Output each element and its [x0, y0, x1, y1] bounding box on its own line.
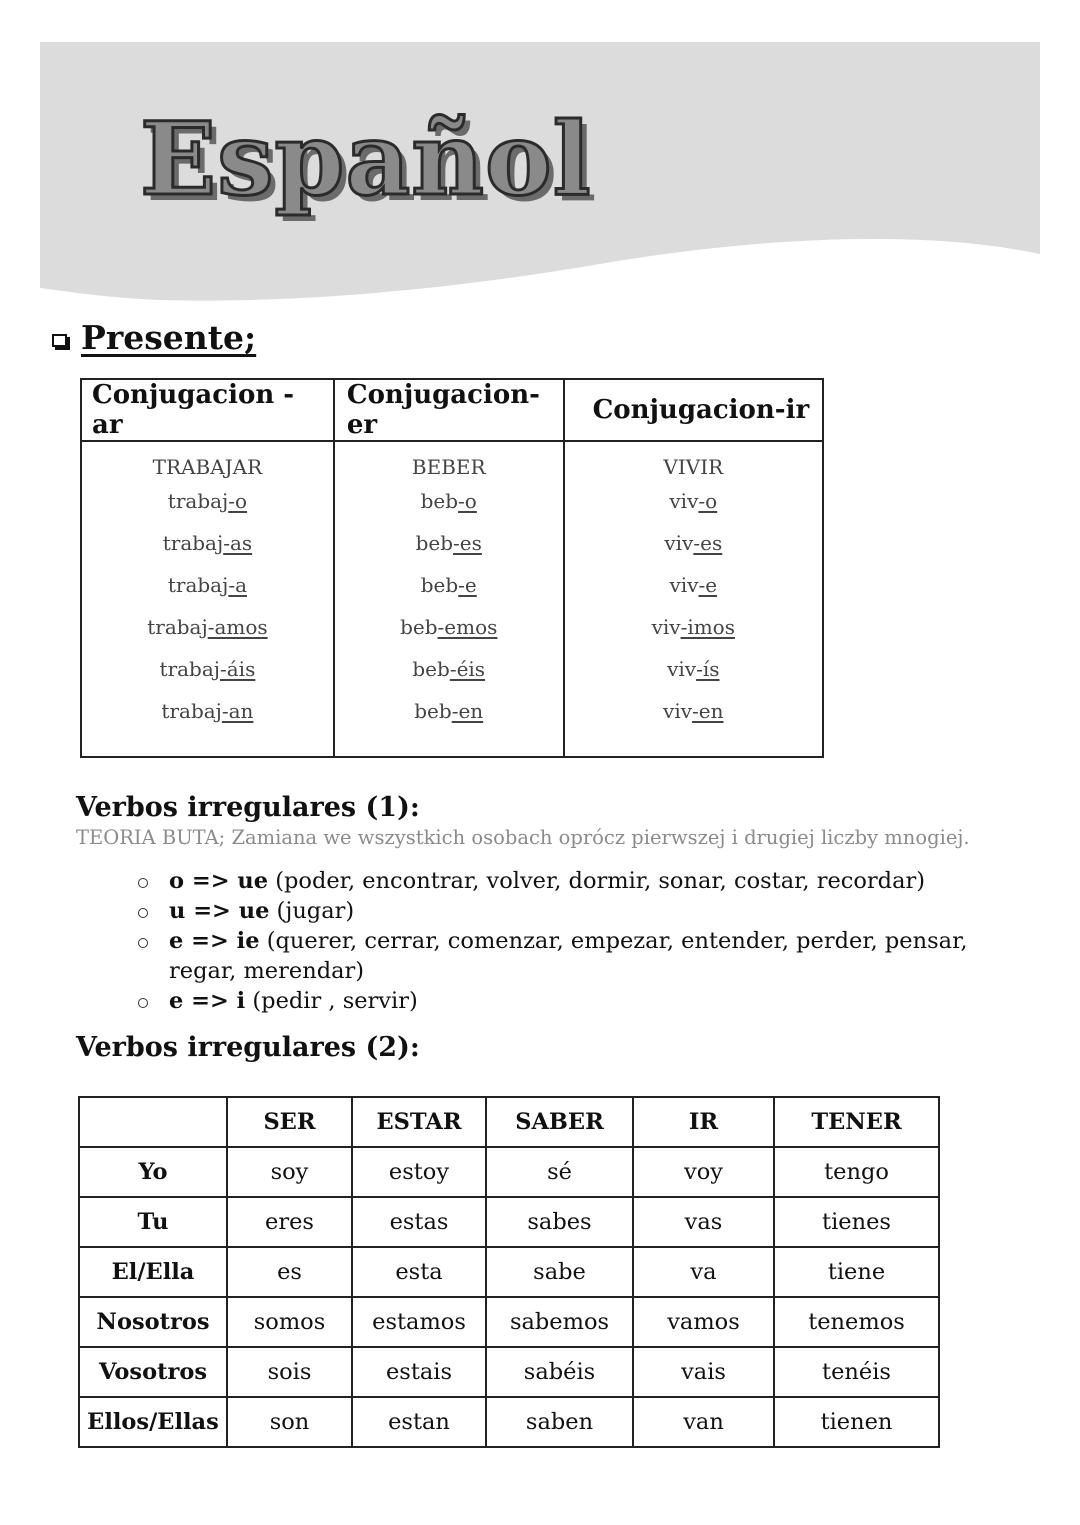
form-cell: sabes [486, 1197, 633, 1247]
verb-header: TENER [774, 1097, 939, 1147]
conjugation-form [565, 606, 822, 648]
verb-stem: viv [663, 699, 693, 723]
conj-header-ar: Conjugacion -ar [81, 379, 334, 441]
verb-ending: -an [221, 699, 254, 723]
table-row [79, 1347, 939, 1397]
form-cell: van [633, 1397, 774, 1447]
form-cell: tengo [774, 1147, 939, 1197]
form-cell: tienen [774, 1397, 939, 1447]
conjugation-form [565, 648, 822, 690]
rule-item [135, 926, 1005, 986]
form-cell: estan [352, 1397, 486, 1447]
verb-ending: -o [228, 489, 248, 513]
pronoun-cell: Nosotros [79, 1297, 227, 1347]
verb-ending: -amos [207, 615, 268, 639]
checkbox-icon [52, 334, 67, 347]
verb-stem: beb [420, 489, 459, 513]
header-banner [40, 42, 1040, 304]
conjugation-form [565, 522, 822, 564]
section-irregular-2-title: Verbos irregulares (2): [76, 1032, 420, 1063]
conjugation-table [80, 378, 824, 758]
conjugation-form [82, 480, 333, 522]
infinitive-label: VIVIR [663, 455, 724, 479]
verb-header: IR [633, 1097, 774, 1147]
conjugation-form [82, 522, 333, 564]
verb-stem: trabaj [147, 615, 208, 639]
form-cell: estamos [352, 1297, 486, 1347]
verb-ending: -en [451, 699, 484, 723]
irregular-rules-list [135, 866, 1005, 1016]
form-cell: sabemos [486, 1297, 633, 1347]
conj-column-er [334, 441, 564, 757]
form-cell: somos [227, 1297, 352, 1347]
rule-item [135, 986, 1005, 1016]
conjugation-form [335, 690, 563, 732]
conjugation-form [565, 690, 822, 732]
rule-change: e => ie [169, 928, 260, 954]
table-header-row [79, 1097, 939, 1147]
section-presente-title: Presente; [81, 318, 257, 357]
verb-stem: viv [651, 615, 681, 639]
rule-examples: (poder, encontrar, volver, dormir, sonar, costar, recordar) [268, 868, 926, 894]
form-cell: soy [227, 1147, 352, 1197]
verb-ending: -éis [449, 657, 486, 681]
pronoun-cell: El/Ella [79, 1247, 227, 1297]
pronoun-cell: Tu [79, 1197, 227, 1247]
form-cell: va [633, 1247, 774, 1297]
conj-header-ir: Conjugacion-ir [564, 379, 823, 441]
table-row [79, 1197, 939, 1247]
section-irregular-1-title: Verbos irregulares (1): [76, 792, 420, 823]
form-cell: tenemos [774, 1297, 939, 1347]
verb-stem: trabaj [167, 573, 229, 597]
verb-stem: beb [400, 615, 438, 639]
verb-ending: -o [698, 489, 718, 513]
verb-header: SER [227, 1097, 352, 1147]
form-cell: estoy [352, 1147, 486, 1197]
page-title: Español [140, 100, 592, 218]
conj-column-ir [564, 441, 823, 757]
verb-ending: -e [698, 573, 718, 597]
table-row [79, 1397, 939, 1447]
corner-cell [79, 1097, 227, 1147]
verb-ending: -en [692, 699, 724, 723]
form-cell: tiene [774, 1247, 939, 1297]
rule-examples: (pedir , servir) [245, 988, 418, 1014]
conjugation-form [565, 480, 822, 522]
conjugation-form [335, 480, 563, 522]
circle-bullet-icon [138, 938, 148, 948]
verb-ending: -es [693, 531, 723, 555]
conjugation-form [82, 606, 333, 648]
rule-change: e => i [169, 988, 246, 1014]
form-cell: sabe [486, 1247, 633, 1297]
verb-stem: beb [414, 699, 452, 723]
verb-ending: -imos [680, 615, 735, 639]
conjugation-form [335, 564, 563, 606]
verb-stem: beb [412, 657, 450, 681]
circle-bullet-icon [138, 908, 148, 918]
form-cell: vas [633, 1197, 774, 1247]
verb-ending: -es [453, 531, 482, 555]
rule-item [135, 866, 1005, 896]
verb-header: ESTAR [352, 1097, 486, 1147]
theory-note: TEORIA BUTA; Zamiana we wszystkich osobach oprócz pierwszej i drugiej liczby mnogiej. [76, 826, 970, 849]
form-cell: sabéis [486, 1347, 633, 1397]
rule-change: u => ue [169, 898, 270, 924]
infinitive-label: TRABAJAR [152, 455, 263, 479]
verb-ending: -a [228, 573, 247, 597]
form-cell: es [227, 1247, 352, 1297]
conjugation-form [335, 606, 563, 648]
circle-bullet-icon [138, 998, 148, 1008]
table-row [79, 1297, 939, 1347]
form-cell: vamos [633, 1297, 774, 1347]
verb-ending: -emos [437, 615, 498, 639]
verb-stem: trabaj [162, 531, 224, 555]
verb-stem: beb [415, 531, 454, 555]
form-cell: eres [227, 1197, 352, 1247]
section-presente-heading [52, 318, 256, 357]
conj-header-er: Conjugacion-er [334, 379, 564, 441]
conj-column-ar [81, 441, 334, 757]
conjugation-form [335, 522, 563, 564]
verb-stem: viv [669, 573, 699, 597]
table-row [79, 1147, 939, 1197]
verb-stem: viv [669, 489, 699, 513]
verb-ending: -ís [696, 657, 720, 681]
verb-stem: trabaj [159, 657, 220, 681]
form-cell: tenéis [774, 1347, 939, 1397]
form-cell: estais [352, 1347, 486, 1397]
conjugation-form [82, 690, 333, 732]
form-cell: esta [352, 1247, 486, 1297]
verb-stem: viv [664, 531, 694, 555]
conjugation-form [82, 648, 333, 690]
form-cell: sois [227, 1347, 352, 1397]
form-cell: tienes [774, 1197, 939, 1247]
verb-ending: -e [458, 573, 477, 597]
form-cell: vais [633, 1347, 774, 1397]
rule-item [135, 896, 1005, 926]
circle-bullet-icon [138, 878, 148, 888]
verb-ending: -as [223, 531, 253, 555]
conjugation-form [565, 564, 822, 606]
form-cell: saben [486, 1397, 633, 1447]
table-row [79, 1247, 939, 1297]
form-cell: son [227, 1397, 352, 1447]
infinitive-label: BEBER [411, 455, 486, 479]
form-cell: sé [486, 1147, 633, 1197]
form-cell: voy [633, 1147, 774, 1197]
pronoun-cell: Ellos/Ellas [79, 1397, 227, 1447]
verb-stem: trabaj [161, 699, 222, 723]
rule-examples: (jugar) [269, 898, 355, 924]
pronoun-cell: Vosotros [79, 1347, 227, 1397]
irregular-verbs-table [78, 1096, 940, 1448]
rule-examples: (querer, cerrar, comenzar, empezar, entender, perder, pensar, regar, merendar) [169, 928, 968, 984]
verb-header: SABER [486, 1097, 633, 1147]
verb-ending: -áis [219, 657, 256, 681]
verb-ending: -o [458, 489, 477, 513]
conjugation-form [335, 648, 563, 690]
form-cell: estas [352, 1197, 486, 1247]
verb-stem: viv [667, 657, 697, 681]
conjugation-form [82, 564, 333, 606]
pronoun-cell: Yo [79, 1147, 227, 1197]
verb-stem: beb [420, 573, 459, 597]
verb-stem: trabaj [167, 489, 229, 513]
rule-change: o => ue [169, 868, 269, 894]
